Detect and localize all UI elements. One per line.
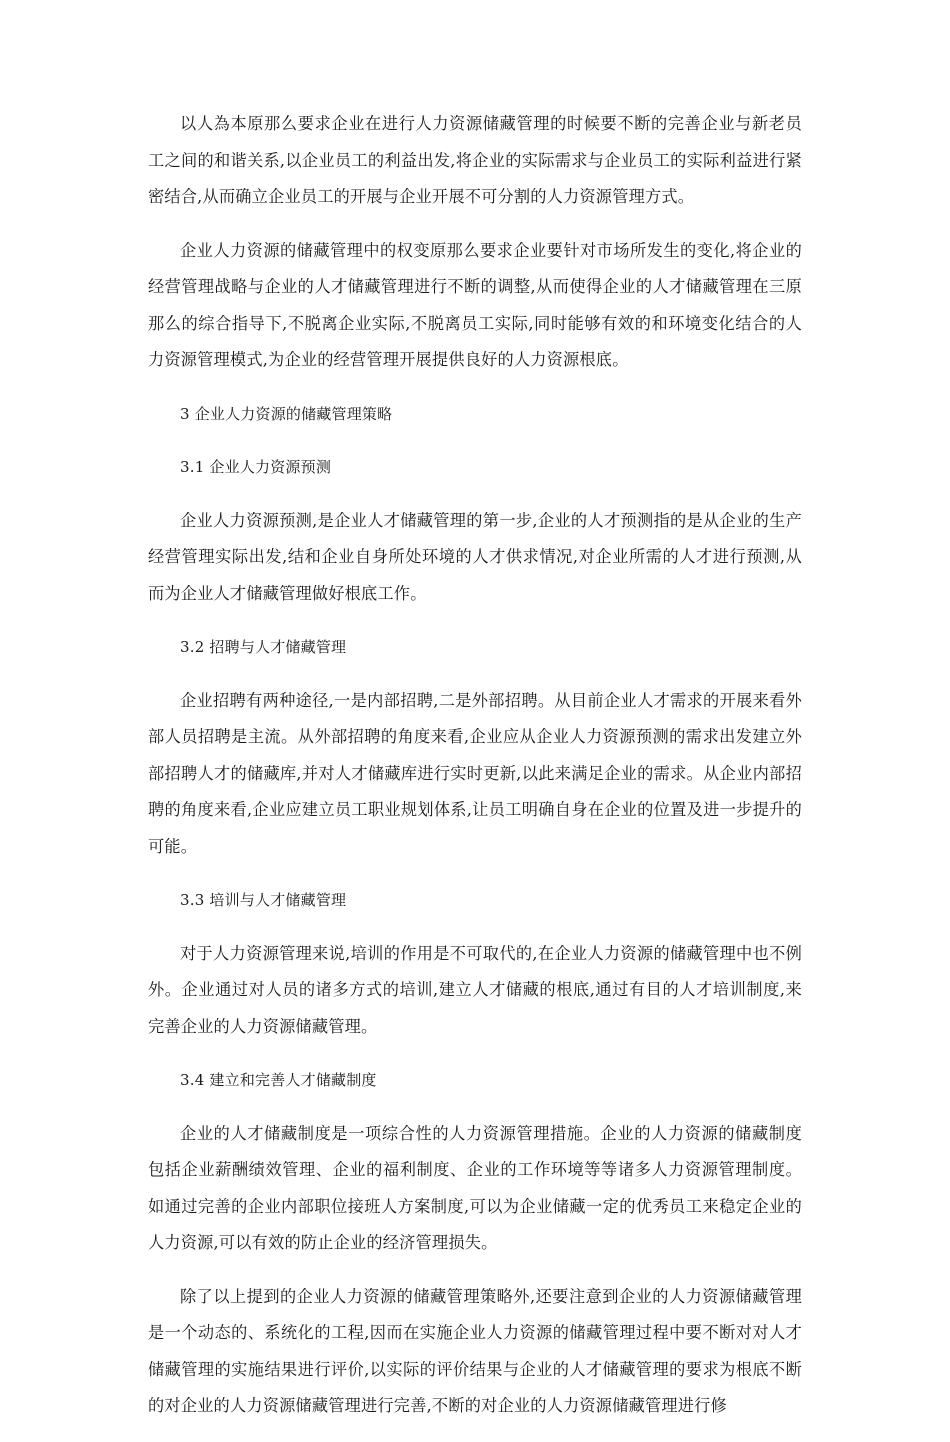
section-heading-3: 3 企业人力资源的储藏管理策略 xyxy=(180,404,393,423)
section-heading-3-2: 3.2 招聘与人才储藏管理 xyxy=(180,638,347,656)
paragraph-hr-forecast: 企业人力资源预测,是企业人才储藏管理的第一步,企业的人才预测指的是从企业的生产经营管理实际出发,结和企业自身所处环境的人才供求情况,对企业所需的人才进行预测,从而为企业人才储藏管理做好根底工作。 xyxy=(148,510,802,603)
paragraph-dynamic-management: 除了以上提到的企业人力资源的储藏管理策略外,还要注意到企业的人力资源储藏管理是一个动态的、系统化的工程,因而在实施企业人力资源的储藏管理过程中要不断对对人才储藏管理的实施结果进行评价,以实际的评价结果与企业的人才储藏管理的要求为根底不断的对企业的人力资源储藏管理进行完善,不断的对企业的人力资源储藏管理进行修 xyxy=(148,1286,802,1415)
document-page xyxy=(148,106,802,1442)
section-heading-3-3: 3.3 培训与人才储藏管理 xyxy=(180,891,347,909)
paragraph-training: 对于人力资源管理来说,培训的作用是不可取代的,在企业人力资源的储藏管理中也不例外。企业通过对人员的诸多方式的培训,建立人才储藏的根底,通过有目的人才培训制度,来完善企业的人力资源储藏管理。 xyxy=(148,943,802,1036)
paragraph-people-oriented: 以人為本原那么要求企业在进行人力资源储藏管理的时候要不断的完善企业与新老员工之间的和谐关系,以企业员工的利益出发,将企业的实际需求与企业员工的实际利益进行紧密结合,从而确立企业员工的开展与企业开展不可分割的人力资源管理方式。 xyxy=(148,114,802,206)
paragraph-contingency-principle: 企业人力资源的储藏管理中的权变原那么要求企业要针对市场所发生的变化,将企业的经营管理战略与企业的人才储藏管理进行不断的调整,从而使得企业的人才储藏管理在三原那么的综合指导下,不脱离企业实际,不脱离员工实际,同时能够有效的和环境变化结合的人力资源管理模式,为企业的经营管理开展提供良好的人力资源根底。 xyxy=(148,240,802,369)
section-heading-3-4: 3.4 建立和完善人才储藏制度 xyxy=(180,1071,377,1089)
paragraph-recruitment: 企业招聘有两种途径,一是内部招聘,二是外部招聘。从目前企业人才需求的开展来看外部人员招聘是主流。从外部招聘的角度来看,企业应从企业人力资源预测的需求出发建立外部招聘人才的储藏库,并对人才储藏库进行实时更新,以此来满足企业的需求。从企业内部招聘的角度来看,企业应建立员工职业规划体系,让员工明确自身在企业的位置及进一步提升的可能。 xyxy=(148,690,802,856)
section-heading-3-1: 3.1 企业人力资源预测 xyxy=(180,458,332,476)
paragraph-reserve-system: 企业的人才储藏制度是一项综合性的人力资源管理措施。企业的人力资源的储藏制度包括企业薪酬绩效管理、企业的福利制度、企业的工作环境等等诸多人力资源管理制度。如通过完善的企业内部职位接班人方案制度,可以为企业储藏一定的优秀员工来稳定企业的人力资源,可以有效的防止企业的经济管理损失。 xyxy=(148,1123,802,1252)
